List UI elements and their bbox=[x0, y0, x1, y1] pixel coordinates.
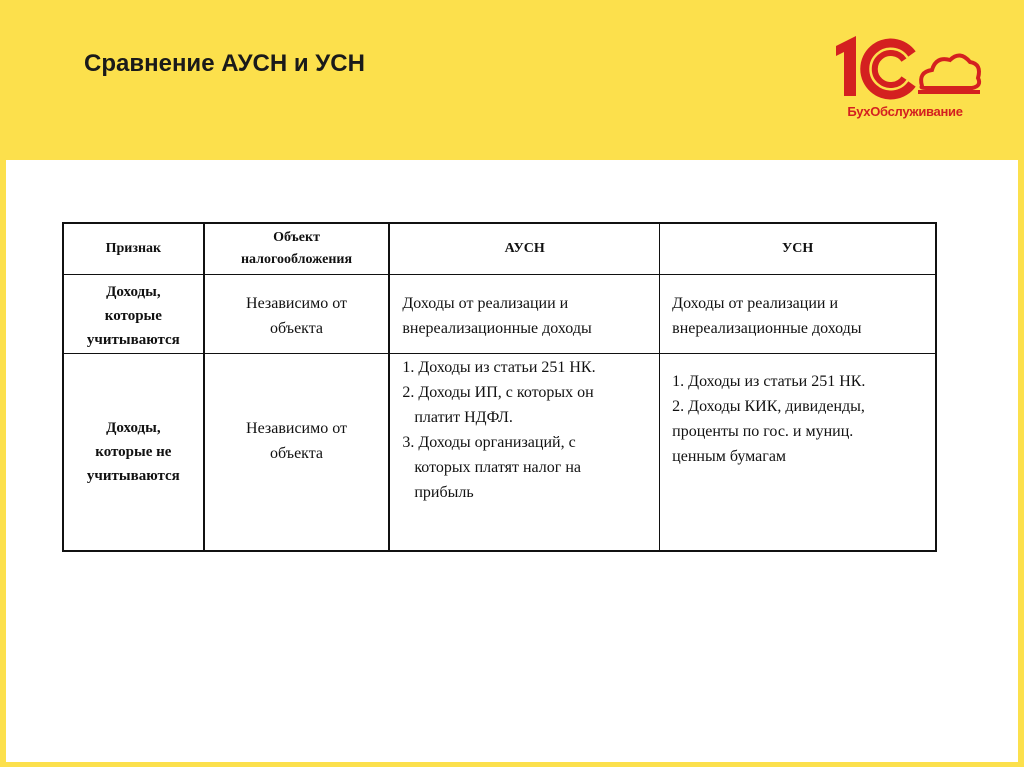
cell-ausn-counted: Доходы от реализации и внереализационные доходы bbox=[389, 275, 659, 354]
comparison-table bbox=[62, 222, 937, 552]
slide-title: Сравнение АУСН и УСН bbox=[84, 50, 365, 77]
header-usn: УСН bbox=[660, 223, 936, 275]
header-ausn: АУСН bbox=[389, 223, 659, 275]
company-logo bbox=[826, 32, 984, 132]
cell-object-counted: Независимо от объекта bbox=[204, 275, 390, 354]
cell-ausn-not-counted: 1. Доходы из статьи 251 НК. 2. Доходы ИП, с которых он платит НДФЛ. 3. Доходы организаций, с которых платят налог на прибыль bbox=[389, 354, 659, 552]
cell-usn-not-counted: 1. Доходы из статьи 251 НК. 2. Доходы КИК, дивиденды, проценты по гос. и муниц. ценным бумагам bbox=[660, 354, 936, 552]
row-label-not-counted: Доходы, которые не учитываются bbox=[63, 354, 204, 552]
header-tax-object: Объект налогообложения bbox=[204, 223, 390, 275]
row-label-counted: Доходы, которые учитываются bbox=[63, 275, 204, 354]
table-row bbox=[63, 354, 936, 552]
cell-usn-counted: Доходы от реализации и внереализационные доходы bbox=[660, 275, 936, 354]
1c-logo-mark-icon bbox=[826, 32, 984, 108]
table-row bbox=[63, 275, 936, 354]
header-criterion: Признак bbox=[63, 223, 204, 275]
table-header-row bbox=[63, 223, 936, 275]
cell-object-not-counted: Независимо от объекта bbox=[204, 354, 390, 552]
logo-caption: БухОбслуживание bbox=[847, 104, 963, 119]
